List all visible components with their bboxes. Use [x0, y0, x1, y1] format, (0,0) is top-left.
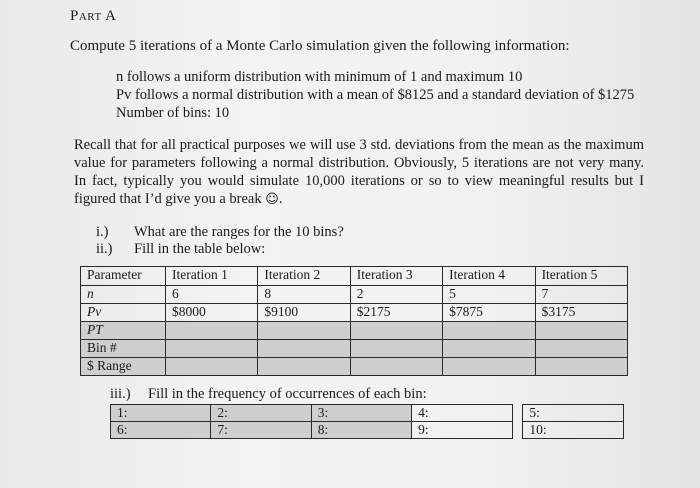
header-iteration-5: Iteration 5	[535, 267, 627, 286]
question-ii	[96, 241, 265, 258]
recall-paragraph: Recall that for all practical purposes we will use 3 std. deviations from the mean as the maximum value for parameters following a normal distribution. Obviously, 5 iterations are not very many. In fact, typically you would simulate 10,000 iterations or so to view meaningful results but I figured that I’d give you a break ☺.	[74, 137, 644, 207]
header-iteration-4: Iteration 4	[443, 267, 535, 286]
header-iteration-1: Iteration 1	[166, 267, 258, 286]
table-cell[interactable]	[350, 322, 442, 340]
iteration-table	[80, 266, 628, 376]
table-cell[interactable]	[443, 340, 535, 358]
freq-bin-3[interactable]: 3:	[311, 405, 411, 422]
table-cell[interactable]	[166, 358, 258, 376]
question-i-number: i.)	[96, 224, 109, 240]
given-pv-distribution: Pv follows a normal distribution with a mean of $8125 and a standard deviation of $1275	[116, 87, 635, 103]
table-cell[interactable]	[443, 322, 535, 340]
header-parameter: Parameter	[81, 267, 166, 286]
table-cell[interactable]	[535, 322, 627, 340]
frequency-table	[110, 404, 624, 439]
table-cell[interactable]	[443, 358, 535, 376]
table-cell[interactable]: 6	[166, 286, 258, 304]
table-cell[interactable]: 2	[350, 286, 442, 304]
table-header-row	[81, 267, 628, 286]
freq-bin-4[interactable]: 4:	[412, 405, 512, 422]
table-row	[81, 322, 628, 340]
table-cell[interactable]: $9100	[258, 304, 350, 322]
header-iteration-2: Iteration 2	[258, 267, 350, 286]
freq-bin-10[interactable]: 10:	[523, 422, 624, 439]
row-label-range: $ Range	[81, 358, 166, 376]
table-cell[interactable]: $2175	[350, 304, 442, 322]
table-cell[interactable]	[258, 358, 350, 376]
table-cell[interactable]: 8	[258, 286, 350, 304]
intro-text: Compute 5 iterations of a Monte Carlo simulation given the following information:	[70, 38, 570, 54]
table-row	[111, 405, 624, 422]
table-cell[interactable]: $3175	[535, 304, 627, 322]
freq-bin-7[interactable]: 7:	[211, 422, 311, 439]
table-cell[interactable]	[166, 322, 258, 340]
table-row	[81, 304, 628, 322]
table-row	[81, 340, 628, 358]
table-row	[81, 286, 628, 304]
freq-gap	[512, 405, 523, 422]
question-i-text: What are the ranges for the 10 bins?	[134, 224, 344, 240]
table-cell[interactable]	[350, 340, 442, 358]
freq-bin-9[interactable]: 9:	[412, 422, 512, 439]
question-ii-text: Fill in the table below:	[134, 241, 266, 257]
table-cell[interactable]	[535, 340, 627, 358]
question-iii-number: iii.)	[110, 386, 131, 402]
freq-bin-1[interactable]: 1:	[111, 405, 211, 422]
header-iteration-3: Iteration 3	[350, 267, 442, 286]
part-title: Part A	[70, 8, 117, 24]
row-label-n: n	[81, 286, 166, 304]
recall-text: Recall that for all practical purposes we will use 3 std. deviations from the mean as the maximum value for parameters following a normal distribution. Obviously, 5 iterations are not very many. In fact, typically you would simulate 10,000 iterations or so to view meaningful results but I figured that I’d give you a break	[74, 137, 644, 207]
question-iii	[110, 386, 427, 403]
freq-bin-8[interactable]: 8:	[311, 422, 411, 439]
table-cell[interactable]	[166, 340, 258, 358]
freq-bin-2[interactable]: 2:	[211, 405, 311, 422]
table-cell[interactable]	[350, 358, 442, 376]
row-label-pt: PT	[81, 322, 166, 340]
question-iii-text: Fill in the frequency of occurrences of each bin:	[148, 386, 427, 402]
question-i	[96, 224, 344, 241]
table-cell[interactable]: 7	[535, 286, 627, 304]
table-cell[interactable]	[258, 322, 350, 340]
smiley-icon: ☺	[265, 192, 279, 207]
table-row	[111, 422, 624, 439]
table-cell[interactable]: 5	[443, 286, 535, 304]
table-row	[81, 358, 628, 376]
table-cell[interactable]	[535, 358, 627, 376]
row-label-pv: Pv	[81, 304, 166, 322]
table-cell[interactable]	[258, 340, 350, 358]
table-cell[interactable]: $7875	[443, 304, 535, 322]
freq-bin-5[interactable]: 5:	[523, 405, 624, 422]
given-number-of-bins: Number of bins: 10	[116, 105, 230, 121]
freq-gap	[512, 422, 523, 439]
given-n-distribution: n follows a uniform distribution with minimum of 1 and maximum 10	[116, 69, 523, 85]
question-ii-number: ii.)	[96, 241, 113, 257]
table-cell[interactable]: $8000	[166, 304, 258, 322]
freq-bin-6[interactable]: 6:	[111, 422, 211, 439]
row-label-bin: Bin #	[81, 340, 166, 358]
